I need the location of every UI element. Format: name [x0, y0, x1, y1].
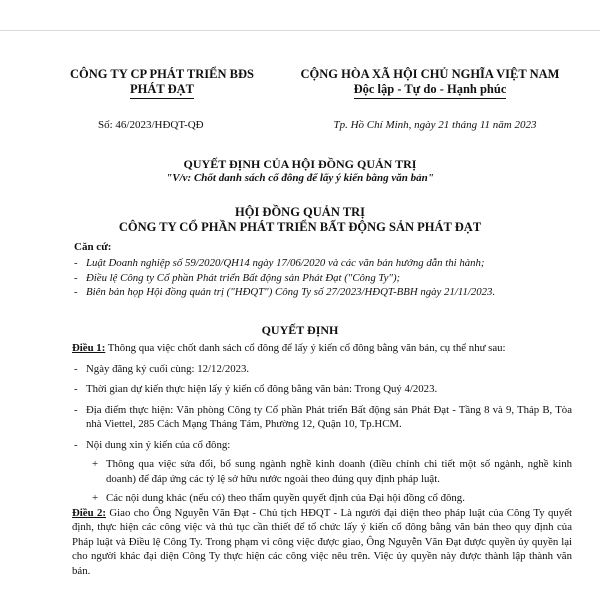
issuer-company: CÔNG TY CỔ PHẦN PHÁT TRIỂN BẤT ĐỘNG SẢN PHÁT ĐẠT	[118, 220, 482, 234]
nation-name: CỘNG HÒA XÃ HỘI CHỦ NGHĨA VIỆT NAM	[300, 67, 560, 81]
article-2	[72, 506, 572, 579]
document-subject: "V/v: Chốt danh sách cổ đông để lấy ý kiến bằng văn bản"	[166, 172, 434, 184]
basis-item: - Luật Doanh nghiệp số 59/2020/QH14 ngày 17/06/2020 và các văn bản hướng dẫn thi hành;	[74, 256, 554, 271]
list-item: - Địa điểm thực hiện: Văn phòng Công ty Cổ phần Phát triển Bất động sản Phát Đạt - Tầng 8 và 9, Tháp B, Tòa nhà Viettel, 285 Cách Mạng Tháng Tám, Phường 12, Quận 10, Tp.HCM.	[72, 403, 572, 432]
issuer-title: HỘI ĐỒNG QUẢN TRỊ	[235, 205, 365, 219]
bases-label: Căn cứ:	[74, 241, 112, 253]
company-name-line1: CÔNG TY CP PHÁT TRIỂN BĐS	[70, 67, 254, 81]
article-1-label: Điều 1:	[72, 342, 106, 354]
article-2-text: Giao cho Ông Nguyễn Văn Đạt - Chủ tịch HĐQT - Là người đại diện theo pháp luật của Công Ty quyết định, thực hiện các công việc và thủ tục cần thiết để tổ chức lấy ý kiến cổ đông bằng văn bản theo quy định của Pháp luật và Điều lệ Công Ty. Trong phạm vi công việc được giao, Ông Nguyễn Văn Đạt được quyền ủy quyền lại cho người khác đại diện Công Ty thực hiện các công việc nêu trên. Việc ủy quyền này được thành lập thành văn bản.	[72, 506, 572, 577]
document-number: Số: 46/2023/HĐQT-QĐ	[98, 119, 204, 131]
basis-item: - Biên bản họp Hội đồng quản trị ("HĐQT") Công Ty số 27/2023/HĐQT-BBH ngày 21/11/2023.	[74, 285, 554, 300]
top-divider	[0, 30, 600, 31]
bases-list	[74, 256, 554, 300]
article-2-label: Điều 2:	[72, 506, 106, 519]
list-item: - Thời gian dự kiến thực hiện lấy ý kiến cổ đông bằng văn bản: Trong Quý 4/2023.	[72, 382, 572, 397]
list-item: - Nội dung xin ý kiến của cổ đông:	[72, 438, 572, 453]
decision-body	[72, 341, 572, 578]
company-header	[62, 67, 262, 99]
nation-header	[280, 67, 580, 99]
list-item: - Ngày đăng ký cuối cùng: 12/12/2023.	[72, 362, 572, 377]
article-1-text: Thông qua việc chốt danh sách cổ đông để lấy ý kiến cổ đông bằng văn bản, cụ thể như sau:	[105, 342, 506, 354]
place-and-date: Tp. Hồ Chí Minh, ngày 21 tháng 11 năm 2023	[333, 119, 537, 131]
national-motto: Độc lập - Tự do - Hạnh phúc	[354, 82, 507, 99]
document-title: QUYẾT ĐỊNH CỦA HỘI ĐỒNG QUẢN TRỊ	[183, 157, 417, 171]
basis-item: - Điều lệ Công ty Cổ phần Phát triển Bất động sản Phát Đạt ("Công Ty");	[74, 271, 554, 286]
article-1	[72, 341, 572, 356]
sub-list-item: + Thông qua việc sửa đổi, bổ sung ngành nghề kinh doanh (điều chỉnh chi tiết một số ngành, nghề kinh doanh) để đáp ứng các tỷ lệ sở hữu nước ngoài theo đúng quy định pháp luật.	[72, 457, 572, 486]
decision-heading: QUYẾT ĐỊNH	[261, 323, 339, 337]
sub-list-item: + Các nội dung khác (nếu có) theo thẩm quyền quyết định của Đại hội đồng cổ đông.	[72, 491, 572, 506]
company-name-line2: PHÁT ĐẠT	[130, 82, 194, 99]
